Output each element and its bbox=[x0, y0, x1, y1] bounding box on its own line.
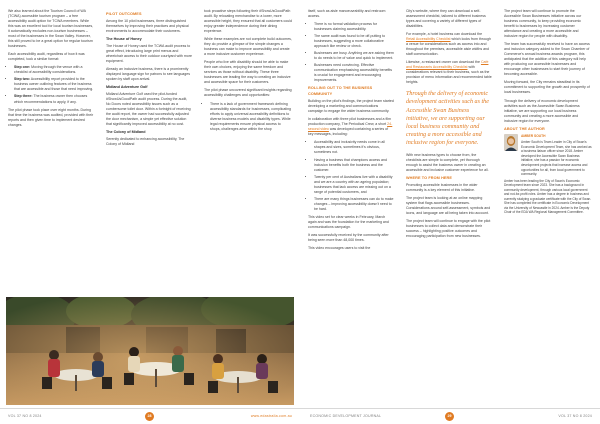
list-item bbox=[14, 65, 94, 75]
list-item: • There is a lack of government framework defining accessibility standards for businesses, complicating efforts to apply universal accessibility definitions to diverse business models and disability types. While legal requirements ensure physical access to shops, challenges arise within the shop bbox=[210, 102, 292, 132]
paragraph-text: Likewise, a restaurant owner can download the bbox=[406, 60, 481, 65]
cafe-checklist-link[interactable]: Café and Restaurants Accessibility Checklist bbox=[406, 60, 489, 70]
paragraph-text: was developed containing a series of key messages, including: bbox=[308, 127, 389, 137]
paragraph bbox=[308, 117, 394, 137]
audit-steps-list bbox=[8, 65, 94, 104]
paragraph: With new business types to choose from, the checklists are simple to complete, yet thorough enough to assist the business owner in creating an accessible and inclusive customer experience for all. bbox=[406, 152, 489, 172]
paragraph: Already an inclusive business, there is a prominently displayed language sign for patrons to see languages spoken by staff upon arrival. bbox=[106, 67, 191, 82]
paragraph bbox=[406, 32, 492, 57]
key-messages-list bbox=[308, 140, 394, 211]
pull-quote: Through the delivery of economic development activities such as the Accessible Swan Business initiative, we are supporting our local business community and creating a more accessible and inclusive region for everyone. bbox=[406, 91, 489, 146]
issue-label: VOL 37 NO 8 2024 bbox=[8, 414, 42, 418]
paragraph-text: with considerations relevant to their business, such as the provision of menu information and recommended table heights. bbox=[406, 65, 492, 85]
list-item bbox=[14, 94, 94, 104]
paragraph: The project team is looking at an online mapping system that flags accessible businesses. Considerations around self-assessment, symbols and icons, and language are all being taken into account. bbox=[406, 196, 491, 216]
paragraph: Each accessibility audit, regardless of how it was completed, took a similar format: bbox=[8, 52, 85, 62]
author-name: AMBER SOUTH bbox=[521, 134, 546, 139]
paragraph: The project team will continue to promote the Accessible Swan Businesses initiative across our business community, to keep providing economic benefit to businesses by increasing customer attendance and creating a more accessible and inclusive region for people with disability. bbox=[504, 9, 582, 39]
paragraph: We also learned about the Tourism Council of WA (TCWA) accessible tourism program – a free accessibility audit option for TCWA members. While this was an excellent tool for local tourism businesses, it automatically excludes non-tourism businesses – most of the businesses in the Swan Valley. However, this still proved to be a great option for regular tourism businesses. bbox=[8, 9, 94, 49]
paragraph-text: which looks from through a venue for considerations such as access into and throughout the premises, accessible aisle widths and staff communication. bbox=[406, 37, 491, 57]
paragraph: This video encourages users to visit the bbox=[308, 245, 371, 250]
paragraph: While these examples are not complete build outcomes, they do provide a glimpse of the simple changes a business can make to improve accessibility and create a more inclusive customer experience. bbox=[204, 37, 292, 57]
paragraph: The team has successfully received to have an access and inclusion category added to the Swan Chamber of Commerce's annual business awards program, this anticipated that the addition of this category will help with producing our accessible businesses and encourage other businesses to start their journey of becoming accessible. bbox=[504, 42, 590, 77]
page-number: 29 bbox=[445, 412, 454, 421]
list-item: • The same audit was found to be off-putting to businesses, suggesting a more collaborative approach like review or check. bbox=[314, 34, 394, 49]
section-heading: WHERE TO FROM HERE bbox=[406, 175, 453, 180]
subheading: The Colony of Midland bbox=[106, 130, 146, 135]
issue-label: VOL 37 NO 8 2024 bbox=[558, 414, 592, 418]
right-column-2 bbox=[406, 9, 492, 242]
paragraph: It was successfully received by the community after being seen more than 48,000 times. bbox=[308, 232, 389, 242]
paragraph: The pilot phase uncovered significant insights regarding accessibility challenges and opportunities: bbox=[204, 88, 292, 98]
website-link[interactable]: www.edastralia.com.au bbox=[250, 414, 292, 418]
courtyard-photo-illustration bbox=[6, 297, 294, 405]
paragraph: The project team will continue to engage with the pilot businesses to collect data and demonstrate their success – highlighting positive outcomes and encouraging participation from new businesses. bbox=[406, 219, 491, 239]
retail-checklist-link[interactable]: Retail Accessibility Checklist bbox=[406, 37, 451, 42]
paragraph: Through the delivery of economic development activities such as the Accessible Swan Business initiative, we are supporting our local business community and creating a more accessible and inclusive region for everyone. bbox=[504, 98, 580, 123]
page-number: 28 bbox=[145, 412, 154, 421]
paragraph: Serenity dedicated to enhancing accessibility, The Colony of Midland bbox=[106, 137, 185, 147]
left-column-2 bbox=[106, 9, 192, 150]
subheading: Midland Adventure Golf bbox=[106, 85, 148, 90]
paragraph: Moving forward, the City remains steadfast in its commitment to supporting the growth and prosperity of local businesses. bbox=[504, 80, 590, 95]
left-column-1 bbox=[8, 9, 94, 131]
section-heading: ABOUT THE AUTHOR bbox=[504, 126, 545, 131]
challenges-list bbox=[308, 22, 394, 83]
right-page bbox=[300, 0, 600, 424]
author-bio: Amber South is Team Leader in City of Swan's Economic Development Team, she has worked as a business liaison officer since 2018. Amber developed the Accessible Swan Business initiative, she has a passion for economic development projects that increase access and opportunities for all, from local government to community. bbox=[521, 140, 592, 177]
list-item: • Twenty per cent of Australians live with a disability and we are a country with an ageing population; businesses that lack access are missing out on a range of potential customers, and bbox=[314, 175, 394, 195]
left-page-footer bbox=[0, 408, 300, 424]
courtyard-photo bbox=[6, 297, 294, 405]
paragraph: This video set for clear weeks in February, March again and was the foundation for the marketing and communications campaign. bbox=[308, 214, 389, 229]
author-portrait-illustration bbox=[504, 134, 518, 151]
paragraph: The pilot phase took place over eight months. During that time the business was audited, provided with their reports and then given time to implement desired changes. bbox=[8, 107, 94, 127]
paragraph: City's website, where they can download a self-assessment checklist, tailored to different business types and covering a variety of different types of disabilities. bbox=[406, 9, 486, 29]
paragraph: Midland Adventure Golf used the pilot-funded #ShowUsGoodPath audit process. During the audit, No Doors noted accessibility issues such as a cumbersome toilet door. Within a fortnight of receiving the audit report, the owner had successfully adjusted the door mechanism, a simple yet effective solution that significantly improved accessibility at no cost. bbox=[106, 92, 191, 127]
paragraph: itself, such as aisle manoeuvrability and restroom access. bbox=[308, 9, 386, 19]
author-bio: Amber has been leading the City of Swan's Economic Development team since 2023. She has a background in community development, through various local government and not-for-profit roles. Amber has a degree in business and currently studying a graduate certificate with the City of Swan. She has completed the certificate in Economic Development via the University of Newcastle in 2024. Amber is the Deputy Chair of the EDA WA Regional Management Committee. bbox=[504, 178, 592, 215]
list-item-lead: Step two: bbox=[14, 77, 30, 82]
list-item: • Having a business that champions access and inclusion benefits both the business and the customer. bbox=[314, 158, 394, 173]
paragraph bbox=[406, 60, 492, 85]
list-item-lead: Step three: bbox=[14, 94, 33, 99]
paragraph: Building on the pilot's findings, the project team started developing a marketing and communications campaign to engage the wider business community. bbox=[308, 99, 394, 114]
list-item: • Businesses need convincing. Effective communication emphasising accessibility benefits is crucial for engagement and encouraging improvements. bbox=[314, 63, 394, 83]
list-item-text: Accessibility report provided to the business owner outlining features of the business that are accessible and those that need improving. bbox=[14, 77, 94, 92]
author-photo bbox=[504, 134, 518, 151]
video-link[interactable]: 24-second video bbox=[308, 122, 393, 132]
right-column-1 bbox=[308, 9, 394, 254]
section-heading: PILOT OUTCOMES bbox=[106, 12, 142, 16]
journal-title: ECONOMIC DEVELOPMENT JOURNAL bbox=[310, 414, 382, 418]
section-heading: ROLLING OUT TO THE BUSINESS COMMUNITY bbox=[308, 86, 373, 96]
right-page-footer bbox=[300, 408, 600, 424]
paragraph: Promoting accessible businesses in the wider community is a key element of this initiative. bbox=[406, 183, 478, 193]
list-item: • There are many things businesses can do to make changes – improving accessibility doesn't need to be hard. bbox=[314, 197, 394, 212]
paragraph-text: In collaboration with three pilot businesses and a film production company, The Periodical Crew, a short bbox=[308, 117, 392, 127]
list-item: • There is no formal validation process for businesses claiming accessibility. bbox=[314, 22, 394, 32]
paragraph: Among the 10 pilot businesses, three distinguished themselves by improving their practices and physical environments to accommodate their customers. bbox=[106, 19, 189, 34]
list-item: • Accessibility and inclusivity needs come in all shapes and sizes, sometimes it's obvious, sometimes not. bbox=[314, 140, 394, 155]
right-column-3 bbox=[504, 9, 592, 218]
author-block bbox=[504, 134, 592, 177]
list-item-text: The business owner then chooses which recommendations to apply, if any. bbox=[14, 94, 88, 104]
paragraph: took proactive steps following their #ShowUsGoodPath audit. By relocating merchandise to a lower, more accessible height, they ensured that all customers could enjoy greater independence during their dining experience. bbox=[204, 9, 292, 34]
list-item-text: Moving through the venue with a checklist of accessibility considerations. bbox=[14, 65, 83, 75]
subheading: The House of Honey bbox=[106, 37, 142, 42]
left-column-3 bbox=[204, 9, 292, 135]
paragraph-text: For example, a hotel business can download the bbox=[406, 32, 483, 37]
paragraph: People who live with disability should be able to make their own choices, enjoying the same freedom and services as those without disability. These three businesses are leading the way to creating an inclusive and accessible space for their customers. bbox=[204, 60, 291, 85]
paragraph: The House of Honey used the TCWA audit process to great effect, introducing large print menus and wheelchair access to their outdoor courtyard with more equipment. bbox=[106, 44, 192, 64]
list-item-lead: Step one: bbox=[14, 65, 31, 70]
list-item bbox=[14, 77, 94, 92]
insights-list bbox=[204, 102, 292, 132]
list-item: • Businesses are busy. Anything we are asking them to do needs to be of value and quick to implement. bbox=[314, 51, 394, 61]
